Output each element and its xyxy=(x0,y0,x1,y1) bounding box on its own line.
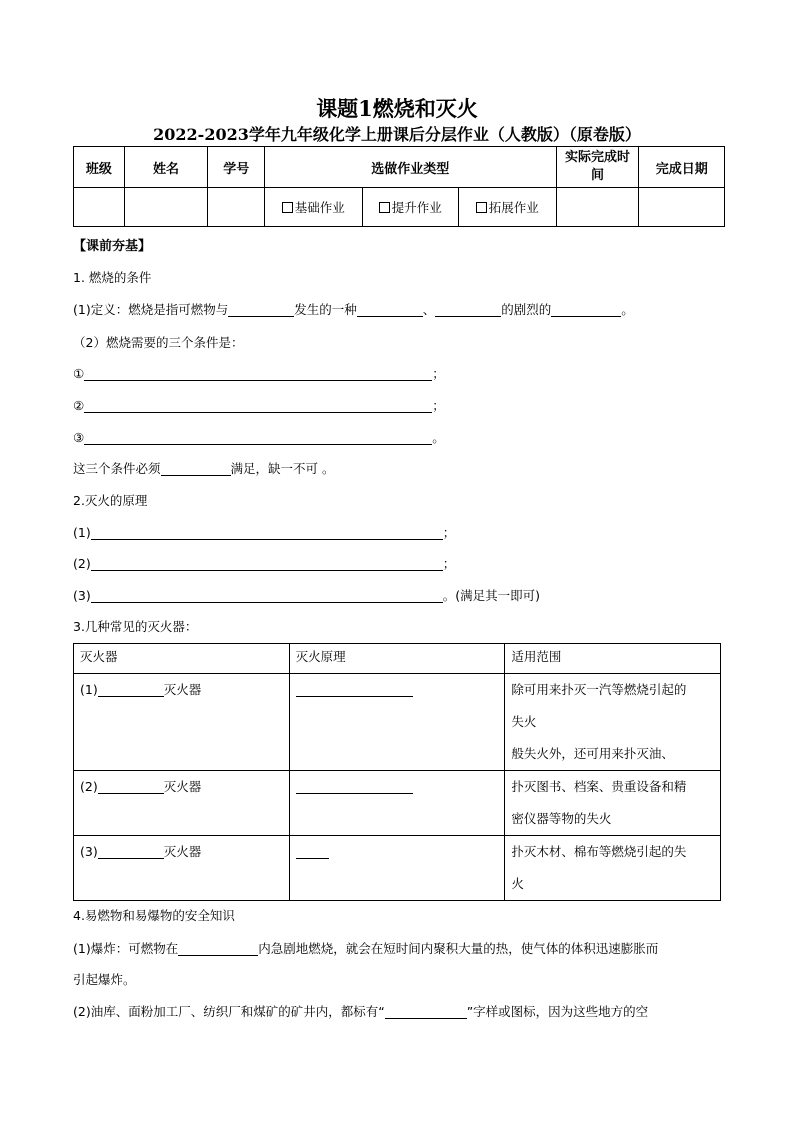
header-class: 班级 xyxy=(74,147,125,188)
name-cell[interactable] xyxy=(124,188,208,227)
q1-title: 1. 燃烧的条件 xyxy=(73,270,152,285)
condition-1: ① ； xyxy=(73,366,445,381)
condition-2: ② ； xyxy=(73,398,445,413)
option-basic[interactable]: 基础作业 xyxy=(265,188,362,227)
blank[interactable] xyxy=(228,302,294,317)
q2-item-3: (3) 。(满足其一即可) xyxy=(73,588,540,603)
q4-item-1: (1)爆炸：可燃物在 内急剧地燃烧，就会在短时间内聚积大量的热，使气体的体积迅速膨胀而 xyxy=(73,941,659,956)
ext-header-principle: 灭火原理 xyxy=(289,644,505,674)
blank[interactable] xyxy=(84,430,432,445)
header-actual-time: 实际完成时间 xyxy=(556,147,639,188)
blank[interactable] xyxy=(98,844,164,859)
table-row xyxy=(74,674,721,771)
ext-principle-cell xyxy=(289,771,505,836)
blank[interactable] xyxy=(296,682,413,697)
ext-type-cell: (2) 灭火器 xyxy=(74,771,290,836)
blank[interactable] xyxy=(296,844,329,859)
option-advanced[interactable]: 提升作业 xyxy=(362,188,458,227)
header-student-id: 学号 xyxy=(208,147,265,188)
blank[interactable] xyxy=(357,302,423,317)
ext-header-scope: 适用范围 xyxy=(505,644,721,674)
ext-type-cell: (1) 灭火器 xyxy=(74,674,290,771)
checkbox-icon[interactable] xyxy=(282,202,293,213)
header-completion-date: 完成日期 xyxy=(639,147,725,188)
info-table xyxy=(73,146,725,227)
ext-scope-cell: 除可用来扑灭一汽等燃烧引起的 失火 般失火外，还可用来扑灭油、 xyxy=(505,674,721,771)
ext-scope-cell: 扑灭木材、棉布等燃烧引起的失 火 xyxy=(505,836,721,901)
blank[interactable] xyxy=(161,461,231,476)
page-subtitle: 2022-2023学年九年级化学上册课后分层作业（人教版）（原卷版） xyxy=(153,125,641,144)
blank[interactable] xyxy=(91,556,443,571)
blank[interactable] xyxy=(178,941,258,956)
checkbox-icon[interactable] xyxy=(476,202,487,213)
ext-type-cell: (3) 灭火器 xyxy=(74,836,290,901)
blank[interactable] xyxy=(385,1004,467,1019)
ext-header-type: 灭火器 xyxy=(74,644,290,674)
q2-item-1: (1) ； xyxy=(73,525,456,540)
completion-date-cell[interactable] xyxy=(639,188,725,227)
page-title: 课题1燃烧和灭火 xyxy=(316,96,478,121)
table-row xyxy=(74,771,721,836)
ext-scope-cell: 扑灭图书、档案、贵重设备和精 密仪器等物的失火 xyxy=(505,771,721,836)
header-homework-type: 选做作业类型 xyxy=(265,147,556,188)
blank[interactable] xyxy=(84,366,432,381)
class-cell[interactable] xyxy=(74,188,125,227)
blank[interactable] xyxy=(98,779,164,794)
q4-item-1-cont: 引起爆炸。 xyxy=(73,972,136,987)
q1-definition: (1)定义：燃烧是指可燃物与 发生的一种 、 的剧烈的 。 xyxy=(73,302,634,317)
q1-must: 这三个条件必须 满足，缺一不可 。 xyxy=(73,461,335,476)
ext-principle-cell xyxy=(289,674,505,771)
blank[interactable] xyxy=(296,779,413,794)
q3-title: 3.几种常见的灭火器： xyxy=(73,619,198,634)
blank[interactable] xyxy=(91,525,443,540)
table-row xyxy=(74,836,721,901)
q2-title: 2.灭火的原理 xyxy=(73,493,148,508)
student-id-cell[interactable] xyxy=(208,188,265,227)
ext-principle-cell xyxy=(289,836,505,901)
extinguisher-table xyxy=(73,643,721,901)
header-name: 姓名 xyxy=(124,147,208,188)
blank[interactable] xyxy=(551,302,621,317)
checkbox-icon[interactable] xyxy=(379,202,390,213)
section-heading: 【课前夯基】 xyxy=(73,239,152,254)
blank[interactable] xyxy=(98,682,164,697)
q4-title: 4.易燃物和易爆物的安全知识 xyxy=(73,908,235,923)
q2-item-2: (2) ； xyxy=(73,556,456,571)
q4-item-2: (2)油库、面粉加工厂、纺织厂和煤矿的矿井内，都标有“ ”字样或图标，因为这些地方的空 xyxy=(73,1004,649,1019)
q1-conditions-title: （2）燃烧需要的三个条件是： xyxy=(73,335,244,350)
blank[interactable] xyxy=(84,398,432,413)
condition-3: ③ 。 xyxy=(73,430,445,445)
blank[interactable] xyxy=(435,302,501,317)
blank[interactable] xyxy=(91,588,443,603)
actual-time-cell[interactable] xyxy=(556,188,639,227)
option-extended[interactable]: 拓展作业 xyxy=(459,188,556,227)
